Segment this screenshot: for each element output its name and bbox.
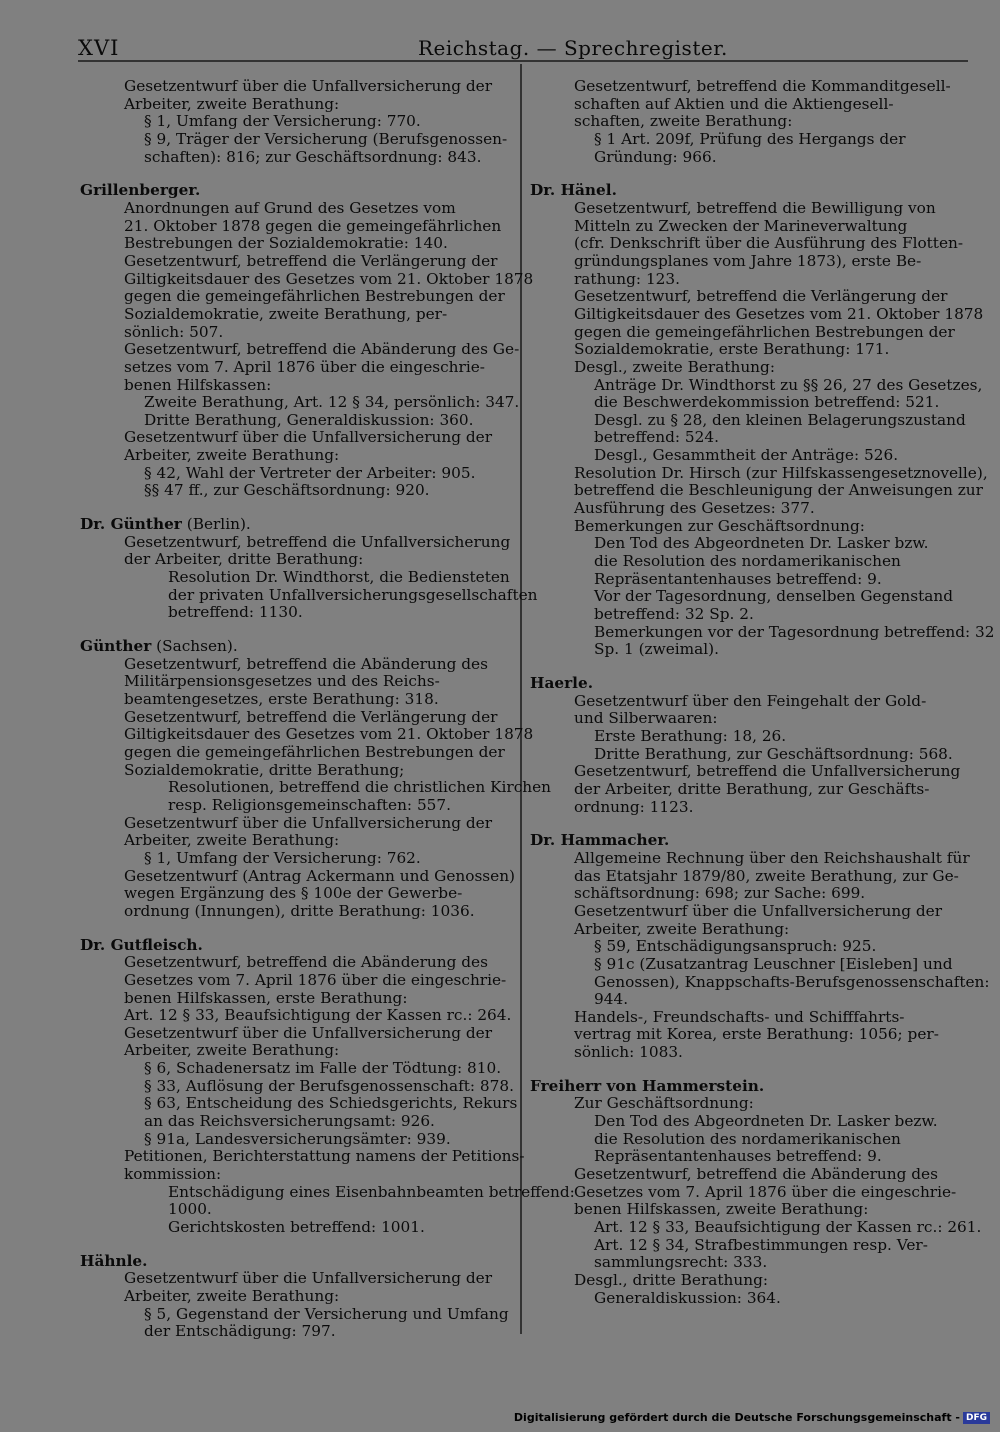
register-line: benen Hilfskassen: <box>124 375 272 394</box>
register-line: Arbeiter, zweite Berathung: <box>124 446 340 465</box>
register-line: Resolution Dr. Windthorst, die Bediensteten <box>168 568 510 587</box>
register-line: schaften auf Aktien und die Aktiengesell- <box>574 94 894 113</box>
register-line: ordnung (Innungen), dritte Berathung: 1036. <box>124 901 475 920</box>
register-line: resp. Religionsgemeinschaften: 557. <box>168 795 452 814</box>
register-line: betreffend: 32 Sp. 2. <box>594 605 754 624</box>
register-line: betreffend: 524. <box>594 428 719 447</box>
register-line: Den Tod des Abgeordneten Dr. Lasker bzw. <box>594 534 929 553</box>
column-divider <box>520 64 522 1334</box>
speaker-name: Dr. Günther <box>80 515 182 534</box>
register-line: Sozialdemokratie, erste Berathung: 171. <box>574 340 890 359</box>
register-line: Gesetzentwurf über die Unfallversicherung der <box>124 813 493 832</box>
register-line: der Arbeiter, dritte Berathung: <box>124 550 364 569</box>
page-number: XVI <box>78 36 120 60</box>
register-line: Gesetzentwurf über die Unfallversicherung der <box>124 428 493 447</box>
register-line: Ausführung des Gesetzes: 377. <box>574 499 815 518</box>
register-line: vertrag mit Korea, erste Berathung: 1056; per- <box>574 1025 939 1044</box>
register-entry <box>530 181 995 659</box>
register-line: der privaten Unfallversicherungsgesellschaften <box>168 585 538 604</box>
register-line: Genossen), Knappschafts-Berufsgenossenschaften: <box>594 972 990 991</box>
register-line: sönlich: 1083. <box>574 1043 683 1062</box>
register-line: Arbeiter, zweite Berathung: <box>124 831 340 850</box>
register-line: Bemerkungen vor der Tagesordnung betreffend: 32 <box>594 622 995 641</box>
speaker-heading <box>80 638 510 656</box>
register-line: Desgl., zweite Berathung: <box>574 357 775 376</box>
register-line: 1000. <box>168 1200 212 1219</box>
running-title: Reichstag. — Sprechregister. <box>418 36 728 60</box>
register-line: kommission: <box>124 1165 222 1184</box>
register-line: Gesetzentwurf über die Unfallversicherung der <box>124 1023 493 1042</box>
register-line: betreffend die Beschleunigung der Anweisungen zur <box>574 481 983 500</box>
register-line: Gesetzentwurf, betreffend die Abänderung des <box>124 953 488 972</box>
speaker-qualifier: (Sachsen). <box>156 637 238 656</box>
register-line: Giltigkeitsdauer des Gesetzes vom 21. Oktober 1878 <box>574 304 984 323</box>
register-line: § 33, Auflösung der Berufsgenossenschaft: 878. <box>144 1076 514 1095</box>
register-line: § 63, Entscheidung des Schiedsgerichts, Rekurs <box>144 1094 518 1113</box>
register-line: Bemerkungen zur Geschäftsordnung: <box>574 516 865 535</box>
register-line: Bestrebungen der Sozialdemokratie: 140. <box>124 234 448 253</box>
speaker-heading <box>80 182 510 200</box>
register-line: Gesetzentwurf, betreffend die Abänderung des <box>574 1165 938 1184</box>
speaker-name: Dr. Hammacher. <box>530 831 670 850</box>
register-line: Dritte Berathung, zur Geschäftsordnung: 568. <box>594 744 953 763</box>
register-line: Gesetzentwurf, betreffend die Verlängerung der <box>574 287 948 306</box>
register-line: schaften): 816; zur Geschäftsordnung: 843. <box>144 147 482 166</box>
speaker-name: Haerle. <box>530 674 594 692</box>
register-line: die Resolution des nordamerikanischen <box>594 552 901 571</box>
register-line: Arbeiter, zweite Berathung: <box>124 94 340 113</box>
header-rule <box>78 60 968 62</box>
register-line: das Etatsjahr 1879/80, zweite Berathung, zur Ge- <box>574 866 959 885</box>
register-line: sönlich: 507. <box>124 322 224 341</box>
register-line: Desgl., dritte Berathung: <box>574 1271 769 1289</box>
register-line: Gesetzentwurf, betreffend die Kommanditgesell- <box>574 77 951 95</box>
register-line: Arbeiter, zweite Berathung: <box>124 1041 340 1060</box>
speaker-heading <box>530 832 960 850</box>
register-line: die Beschwerdekommission betreffend: 521. <box>594 393 940 412</box>
footer-credit: Digitalisierung gefördert durch die Deutsche Forschungsgemeinschaft - <box>513 1411 960 1424</box>
register-line: Zweite Berathung, Art. 12 § 34, persönlich: 347. <box>144 393 520 412</box>
speaker-heading <box>80 516 510 534</box>
register-line: beamtengesetzes, erste Berathung: 318. <box>124 690 439 708</box>
register-line: Arbeiter, zweite Berathung: <box>574 919 790 938</box>
register-line: Handels-, Freundschafts- und Schifffahrts- <box>574 1007 905 1026</box>
speaker-name: Günther <box>80 637 152 656</box>
register-line: Sozialdemokratie, zweite Berathung, per- <box>124 304 448 323</box>
register-line: § 59, Entschädigungsanspruch: 925. <box>594 937 877 956</box>
register-line: gegen die gemeingefährlichen Bestrebungen der <box>124 742 505 761</box>
register-line: rathung: 123. <box>574 269 681 288</box>
register-line: Gesetzentwurf über die Unfallversicherung der <box>124 1269 493 1288</box>
speaker-heading <box>530 182 960 200</box>
speaker-name: Dr. Hänel. <box>530 181 617 200</box>
register-line: der Arbeiter, dritte Berathung, zur Geschäfts- <box>574 779 930 798</box>
register-entry <box>80 1253 510 1341</box>
register-line: an das Reichsversicherungsamt: 926. <box>144 1112 435 1131</box>
register-line: § 42, Wahl der Vertreter der Arbeiter: 905. <box>144 463 476 482</box>
register-line: ordnung: 1123. <box>574 797 694 816</box>
register-line: benen Hilfskassen, zweite Berathung: <box>574 1200 869 1219</box>
register-line: § 1, Umfang der Versicherung: 762. <box>144 848 421 867</box>
register-line: § 91c (Zusatzantrag Leuschner [Eisleben] und <box>594 954 953 973</box>
register-line: Gesetzentwurf über die Unfallversicherung der <box>574 901 943 920</box>
register-line: betreffend: 1130. <box>168 603 303 622</box>
speaker-name: Dr. Gutfleisch. <box>80 935 203 954</box>
speaker-qualifier: (Berlin). <box>186 515 251 534</box>
speaker-heading <box>530 1078 960 1096</box>
register-entry <box>80 181 534 500</box>
register-line: § 1, Umfang der Versicherung: 770. <box>144 112 421 131</box>
register-line: Repräsentantenhauses betreffend: 9. <box>594 1147 882 1166</box>
register-line: § 9, Träger der Versicherung (Berufsgenossen- <box>144 129 508 148</box>
register-line: setzes vom 7. April 1876 über die eingeschrie- <box>124 357 485 376</box>
register-line: Sp. 1 (zweimal). <box>594 640 720 659</box>
dfg-logo: DFG <box>963 1412 990 1424</box>
register-entry <box>530 675 960 816</box>
register-line: Gesetzentwurf, betreffend die Verlängerung der <box>124 707 498 726</box>
register-line: Gesetzentwurf, betreffend die Unfallversicherung <box>124 532 511 551</box>
register-line: § 91a, Landesversicherungsämter: 939. <box>144 1129 451 1148</box>
speaker-heading <box>80 1253 510 1271</box>
register-line: Gesetzentwurf, betreffend die Unfallversicherung <box>574 762 961 781</box>
register-line: Sozialdemokratie, dritte Berathung; <box>124 760 405 779</box>
register-line: Art. 12 § 34, Strafbestimmungen resp. Ver- <box>594 1235 928 1254</box>
register-line: Gesetzentwurf (Antrag Ackermann und Genossen) <box>124 866 516 885</box>
register-line: Gründung: 966. <box>594 147 717 166</box>
register-line: Gesetzentwurf, betreffend die Bewilligung von <box>574 198 936 217</box>
speaker-name: Hähnle. <box>80 1251 148 1270</box>
register-line: sammlungsrecht: 333. <box>594 1253 768 1272</box>
register-line: Generaldiskussion: 364. <box>594 1288 781 1307</box>
register-line: Resolutionen, betreffend die christlichen Kirchen <box>168 778 552 797</box>
register-entry <box>530 1076 982 1308</box>
register-line: (cfr. Denkschrift über die Ausführung des Flotten- <box>574 234 964 253</box>
register-line: Allgemeine Rechnung über den Reichshaushalt für <box>574 848 970 867</box>
register-line: Giltigkeitsdauer des Gesetzes vom 21. Oktober 1878 <box>124 269 534 288</box>
register-entry <box>530 78 960 166</box>
register-line: gegen die gemeingefährlichen Bestrebungen der <box>124 287 505 306</box>
register-line: Gesetzentwurf, betreffend die Verlängerung der <box>124 251 498 270</box>
register-line: Mitteln zu Zwecken der Marineverwaltung <box>574 216 908 235</box>
register-line: Petitionen, Berichterstattung namens der Petitions- <box>124 1147 525 1166</box>
register-line: wegen Ergänzung des § 100e der Gewerbe- <box>124 884 463 903</box>
register-line: Vor der Tagesordnung, denselben Gegenstand <box>594 587 954 606</box>
register-line: 21. Oktober 1878 gegen die gemeingefährlichen <box>124 216 502 235</box>
register-line: Art. 12 § 33, Beaufsichtigung der Kassen rc.: 264. <box>124 1006 512 1025</box>
register-line: Gesetzentwurf, betreffend die Abänderung des <box>124 654 488 673</box>
register-line: Gesetzentwurf über den Feingehalt der Gold- <box>574 691 927 710</box>
register-entry <box>80 935 575 1237</box>
register-line: Desgl., Gesammtheit der Anträge: 526. <box>594 446 899 465</box>
register-line: schäftsordnung: 698; zur Sache: 699. <box>574 884 866 903</box>
register-line: benen Hilfskassen, erste Berathung: <box>124 988 408 1007</box>
register-line: gründungsplanes vom Jahre 1873), erste Be- <box>574 251 922 270</box>
register-line: gegen die gemeingefährlichen Bestrebungen der <box>574 322 955 341</box>
register-line: Gesetzentwurf, betreffend die Abänderung des Ge- <box>124 340 520 359</box>
register-line: §§ 47 ff., zur Geschäftsordnung: 920. <box>144 481 430 500</box>
register-entry <box>530 831 990 1062</box>
register-line: Anträge Dr. Windthorst zu §§ 26, 27 des Gesetzes, <box>594 375 983 394</box>
register-entry <box>80 637 552 921</box>
register-line: 944. <box>594 990 629 1009</box>
register-line: Entschädigung eines Eisenbahnbeamten betreffend: <box>168 1182 575 1201</box>
register-line: Repräsentantenhauses betreffend: 9. <box>594 569 882 588</box>
register-line: Dritte Berathung, Generaldiskussion: 360. <box>144 410 474 429</box>
register-line: die Resolution des nordamerikanischen <box>594 1129 901 1148</box>
speaker-name: Grillenberger. <box>80 181 201 200</box>
register-line: Den Tod des Abgeordneten Dr. Lasker bezw. <box>594 1112 938 1131</box>
register-line: Zur Geschäftsordnung: <box>574 1094 754 1113</box>
register-line: schaften, zweite Berathung: <box>574 112 793 131</box>
register-line: § 6, Schadenersatz im Falle der Tödtung: 810. <box>144 1059 502 1078</box>
right-column <box>530 77 995 1323</box>
page-header <box>78 36 968 60</box>
register-line: Gesetzes vom 7. April 1876 über die eingeschrie- <box>574 1182 957 1201</box>
speaker-name: Freiherr von Hammerstein. <box>530 1076 765 1095</box>
register-line: Giltigkeitsdauer des Gesetzes vom 21. Oktober 1878 <box>124 725 534 744</box>
register-line: Gesetzentwurf über die Unfallversicherung der <box>124 77 493 95</box>
register-line: § 5, Gegenstand der Versicherung und Umfang <box>144 1304 509 1323</box>
register-line: und Silberwaaren: <box>574 709 718 728</box>
speaker-heading <box>530 675 960 693</box>
register-line: § 1 Art. 209f, Prüfung des Hergangs der <box>594 129 906 148</box>
register-line: Art. 12 § 33, Beaufsichtigung der Kassen rc.: 261. <box>594 1218 982 1237</box>
register-line: Gesetzes vom 7. April 1876 über die eingeschrie- <box>124 970 507 989</box>
register-line: Resolution Dr. Hirsch (zur Hilfskassengesetznovelle), <box>574 463 988 482</box>
register-entry <box>80 515 538 622</box>
speaker-heading <box>80 937 510 955</box>
register-line: Arbeiter, zweite Berathung: <box>124 1287 340 1305</box>
footer <box>514 1411 990 1424</box>
register-line: Gerichtskosten betreffend: 1001. <box>168 1218 425 1237</box>
register-line: Anordnungen auf Grund des Gesetzes vom <box>124 198 456 217</box>
register-line: Militärpensionsgesetzes und des Reichs- <box>124 672 440 691</box>
register-entry <box>80 78 510 166</box>
register-line: Erste Berathung: 18, 26. <box>594 726 787 745</box>
register-line: Desgl. zu § 28, den kleinen Belagerungszustand <box>594 410 966 429</box>
register-line: der Entschädigung: 797. <box>144 1322 336 1341</box>
